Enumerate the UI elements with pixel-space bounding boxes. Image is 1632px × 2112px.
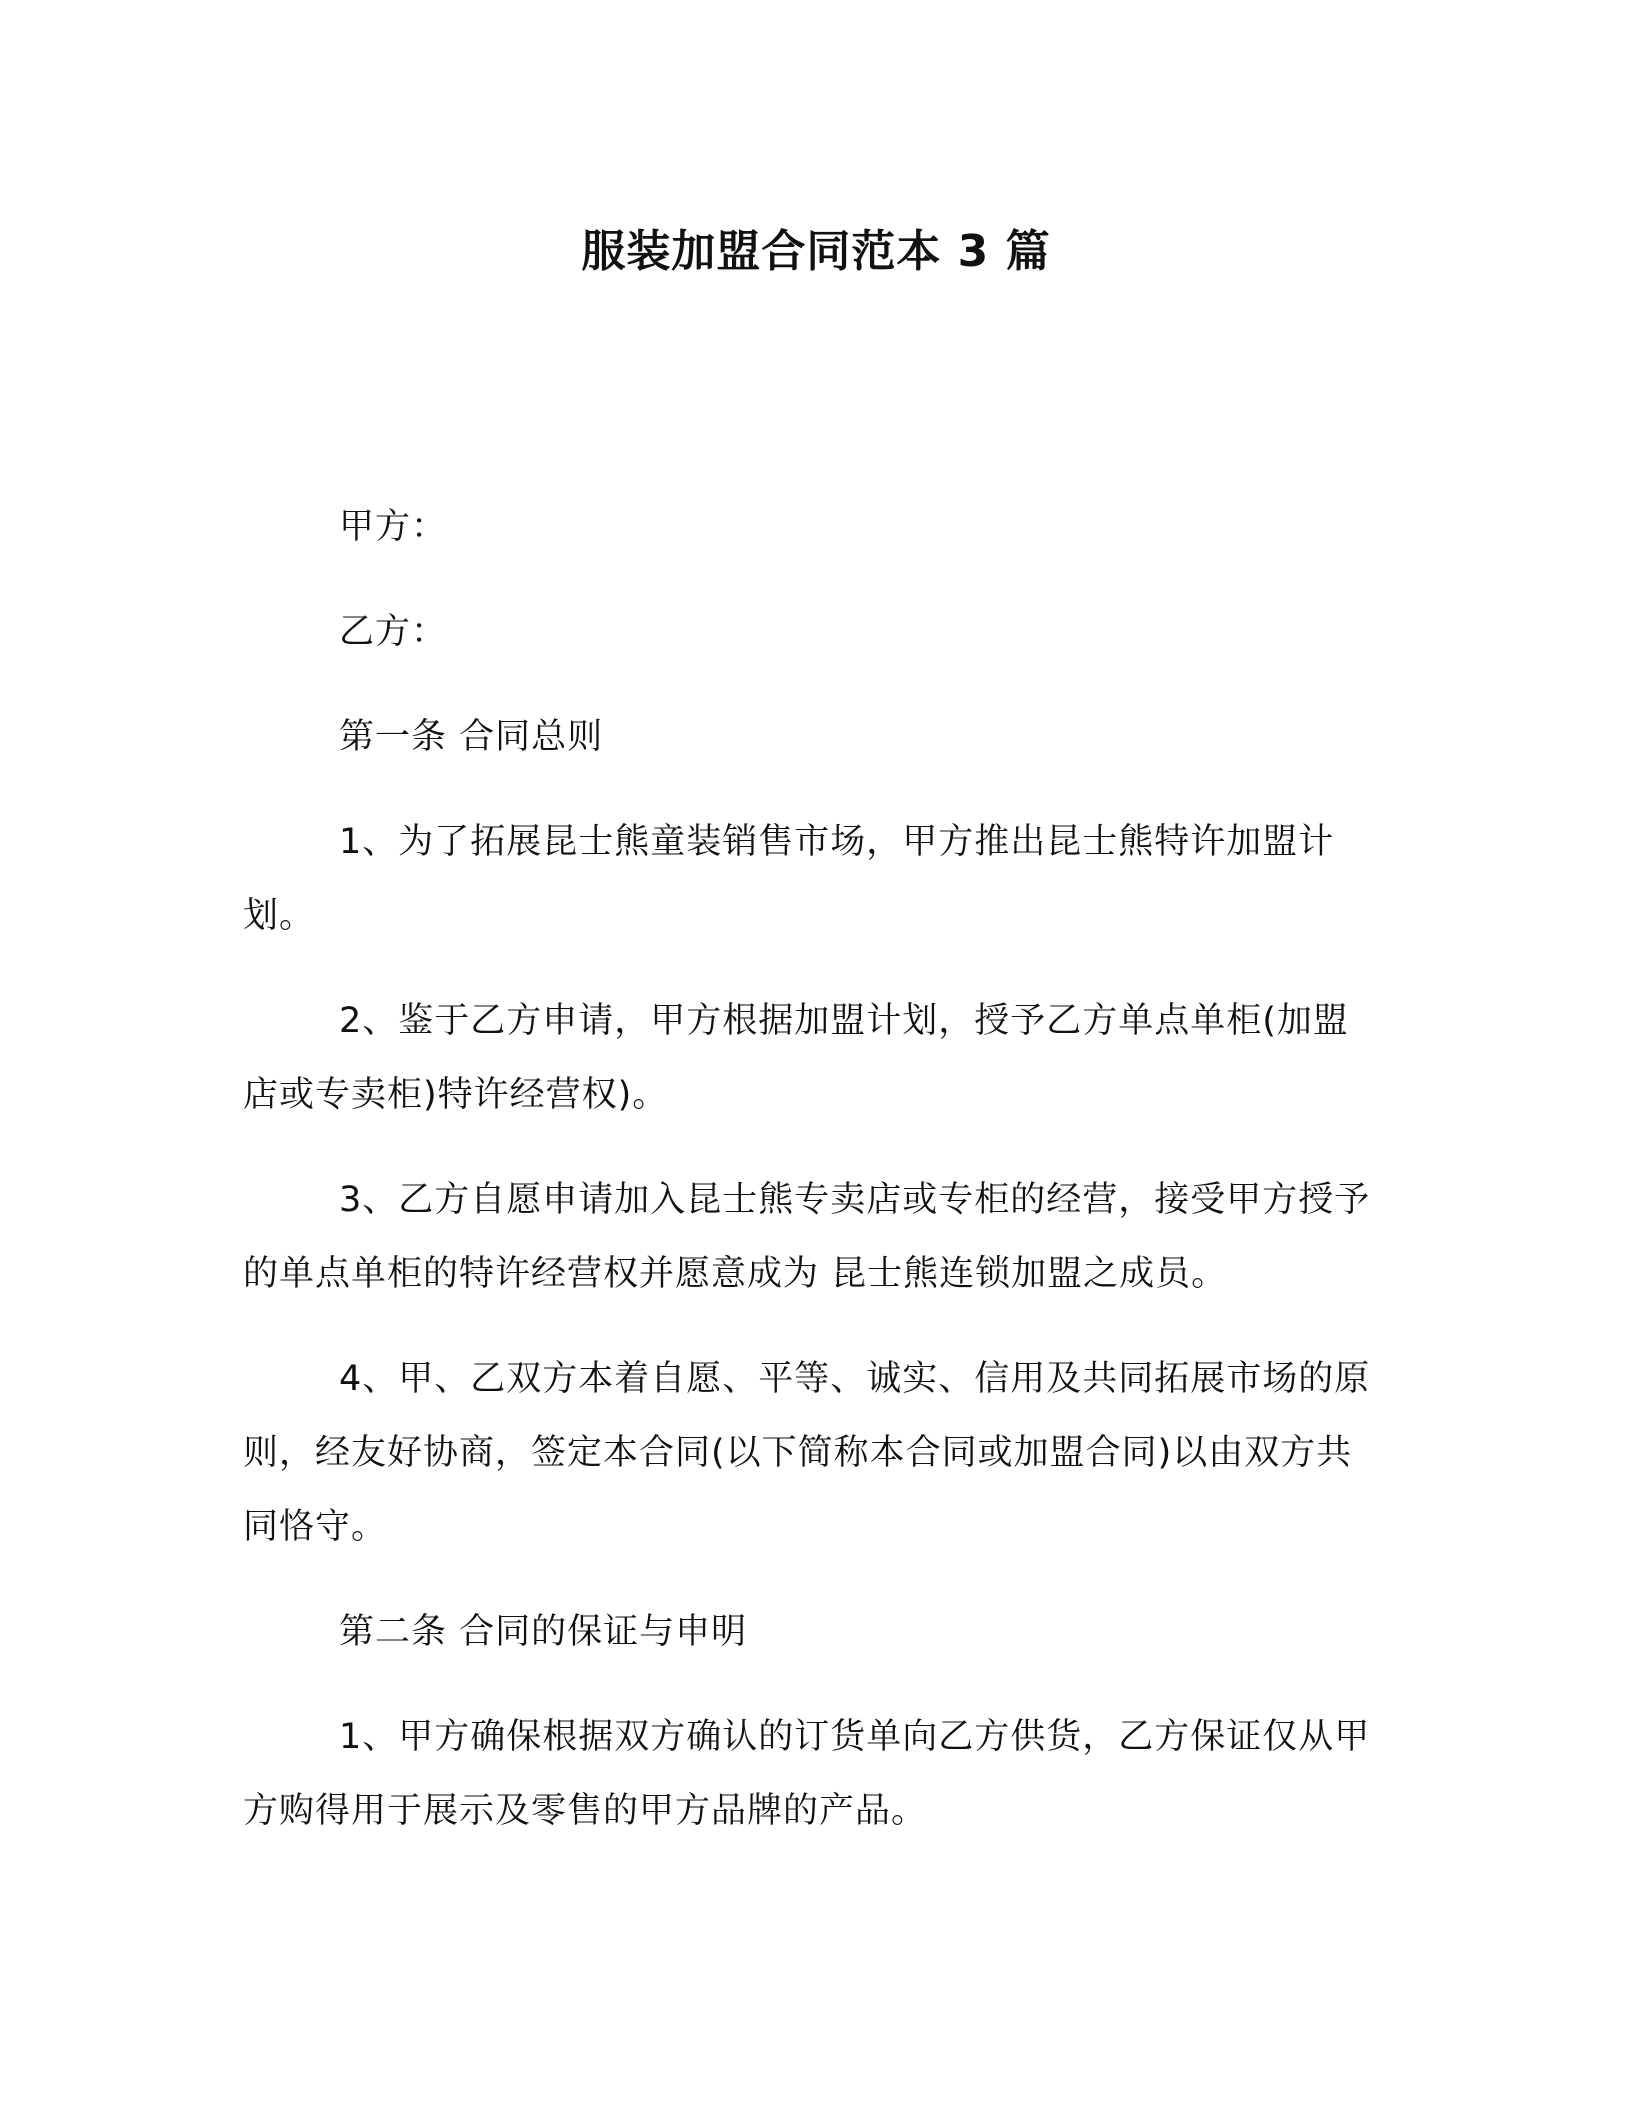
document-body xyxy=(243,490,1383,1879)
article-1-heading: 第一条 合同总则 xyxy=(339,717,604,757)
article-1-clause-3: 3、乙方自愿申请加入昆士熊专卖店或专柜的经营，接受甲方授予的单点单柜的特许经营权并愿意成为 昆士熊连锁加盟之成员。 xyxy=(243,1180,1371,1294)
party-b-line: 乙方： xyxy=(339,612,448,652)
article-1-clause-4: 4、甲、乙双方本着自愿、平等、诚实、信用及共同拓展市场的原则，经友好协商，签定本合同(以下简称本合同或加盟合同)以由双方共同恪守。 xyxy=(243,1359,1371,1547)
article-1-clause-1: 1、为了拓展昆士熊童装销售市场，甲方推出昆士熊特许加盟计划。 xyxy=(243,822,1335,936)
article-2-clause-1: 1、甲方确保根据双方确认的订货单向乙方供货，乙方保证仅从甲方购得用于展示及零售的甲方品牌的产品。 xyxy=(243,1717,1371,1831)
party-a-line: 甲方： xyxy=(339,507,448,547)
document-title: 服装加盟合同范本 3 篇 xyxy=(581,226,1051,277)
article-1-clause-2: 2、鉴于乙方申请，甲方根据加盟计划，授予乙方单点单柜(加盟店或专卖柜)特许经营权)。 xyxy=(243,1001,1349,1115)
article-2-heading: 第二条 合同的保证与申明 xyxy=(339,1612,748,1652)
